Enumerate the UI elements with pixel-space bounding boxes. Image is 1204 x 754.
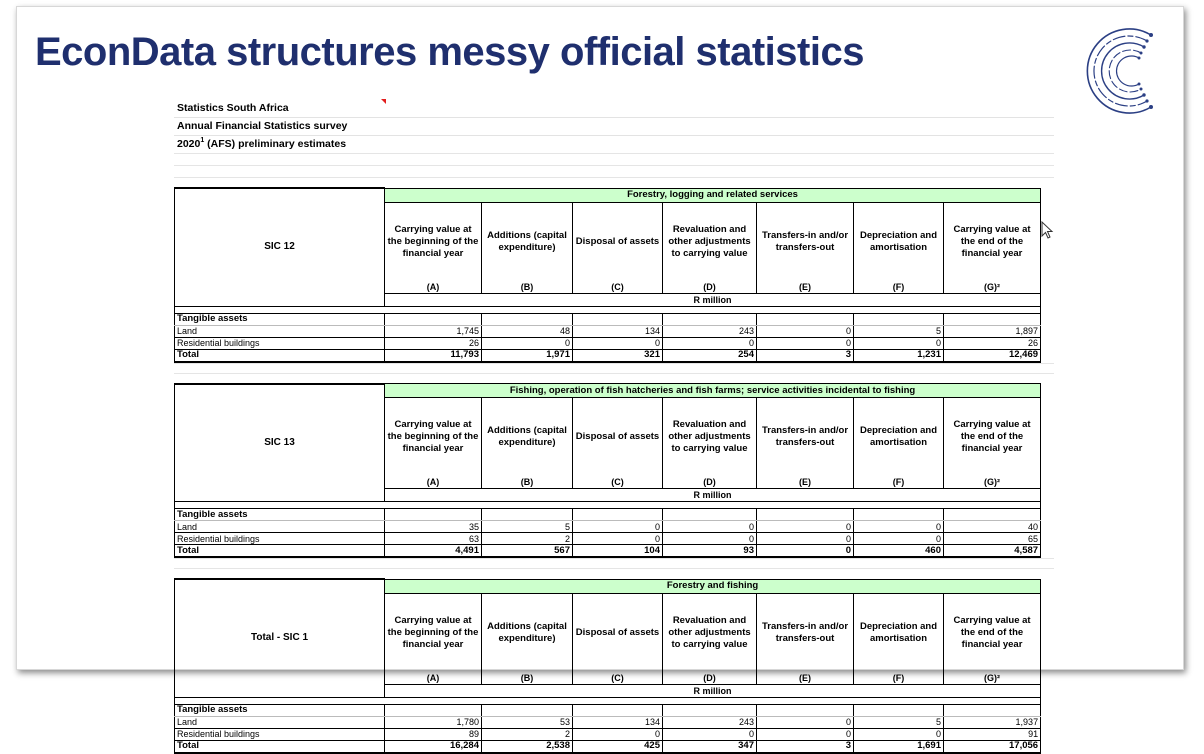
- sheet-source: Statistics South Africa: [174, 100, 1054, 118]
- col-letter: (A): [385, 476, 482, 489]
- col-letter: (D): [663, 281, 757, 294]
- col-letter: (G)²: [944, 476, 1041, 489]
- col-header-d: Revaluation and other adjustments to carrying value: [663, 593, 757, 672]
- col-letter: (G)²: [944, 281, 1041, 294]
- unit-label: R million: [385, 489, 1041, 502]
- spacer-row: [175, 306, 1041, 313]
- col-letter: (B): [482, 281, 573, 294]
- col-header-c: Disposal of assets: [573, 593, 663, 672]
- table-row: Residential buildings 26 0 0 0 0 0 26: [175, 337, 1041, 349]
- col-letter: (F): [854, 281, 944, 294]
- total-row: Total 4,491 567 104 93 0 460 4,587: [175, 545, 1041, 558]
- col-header-g: Carrying value at the end of the financial year: [944, 398, 1041, 477]
- tangible-label: Tangible assets: [175, 313, 385, 325]
- sheet-header: [174, 100, 1054, 153]
- col-letter: (D): [663, 672, 757, 685]
- col-letter: (E): [757, 476, 854, 489]
- col-header-b: Additions (capital expenditure): [482, 202, 573, 281]
- sector-name: Fishing, operation of fish hatcheries and fish farms; service activities incidental to fishing: [385, 384, 1041, 398]
- tangible-row: [175, 509, 1041, 521]
- sheet-survey: Annual Financial Statistics survey: [174, 118, 1054, 136]
- col-letter: (E): [757, 281, 854, 294]
- col-header-d: Revaluation and other adjustments to carrying value: [663, 202, 757, 281]
- sheet-gridlines: [174, 558, 1054, 578]
- col-letter: (C): [573, 281, 663, 294]
- tangible-row: [175, 313, 1041, 325]
- table-row: Residential buildings 63 2 0 0 0 0 65: [175, 533, 1041, 545]
- tangible-label: Tangible assets: [175, 704, 385, 716]
- table-row: Land 1,780 53 134 243 0 5 1,937: [175, 716, 1041, 728]
- col-header-e: Transfers-in and/or transfers-out: [757, 202, 854, 281]
- slide: [16, 6, 1184, 751]
- spacer-row: [175, 697, 1041, 704]
- col-letter: (C): [573, 672, 663, 685]
- table-sic-13: [174, 383, 1041, 559]
- unit-label: R million: [385, 684, 1041, 697]
- col-header-f: Depreciation and amortisation: [854, 202, 944, 281]
- col-header-a: Carrying value at the beginning of the financial year: [385, 202, 482, 281]
- comment-marker-icon: [381, 99, 386, 104]
- col-header-a: Carrying value at the beginning of the financial year: [385, 593, 482, 672]
- col-letter: (B): [482, 476, 573, 489]
- tangible-label: Tangible assets: [175, 509, 385, 521]
- col-header-g: Carrying value at the end of the financial year: [944, 202, 1041, 281]
- col-header-f: Depreciation and amortisation: [854, 593, 944, 672]
- col-header-c: Disposal of assets: [573, 398, 663, 477]
- tangible-row: [175, 704, 1041, 716]
- unit-label: R million: [385, 293, 1041, 306]
- logo-c-icon: [1089, 25, 1169, 117]
- col-header-d: Revaluation and other adjustments to carrying value: [663, 398, 757, 477]
- col-header-e: Transfers-in and/or transfers-out: [757, 398, 854, 477]
- col-letter: (F): [854, 476, 944, 489]
- table-row: Land 1,745 48 134 243 0 5 1,897: [175, 325, 1041, 337]
- sheet-gridlines: [174, 153, 1054, 187]
- table-row: Land 35 5 0 0 0 0 40: [175, 521, 1041, 533]
- sic-code: Total - SIC 1: [175, 579, 385, 697]
- sic-code: SIC 13: [175, 384, 385, 502]
- col-letter: (E): [757, 672, 854, 685]
- col-letter: (D): [663, 476, 757, 489]
- col-letter: (B): [482, 672, 573, 685]
- table-row: Residential buildings 89 2 0 0 0 0 91: [175, 728, 1041, 740]
- slide-title: EconData structures messy official statistics: [35, 30, 864, 74]
- col-letter: (F): [854, 672, 944, 685]
- col-header-e: Transfers-in and/or transfers-out: [757, 593, 854, 672]
- col-header-a: Carrying value at the beginning of the financial year: [385, 398, 482, 477]
- col-header-c: Disposal of assets: [573, 202, 663, 281]
- spreadsheet: [174, 100, 1054, 754]
- sic-code: SIC 12: [175, 188, 385, 306]
- sheet-year-line: 2020$^1$ (AFS) preliminary estimates: [177, 137, 347, 150]
- col-header-g: Carrying value at the end of the financial year: [944, 593, 1041, 672]
- col-header-b: Additions (capital expenditure): [482, 398, 573, 477]
- col-letter: (C): [573, 476, 663, 489]
- col-letter: (A): [385, 281, 482, 294]
- total-row: Total 11,793 1,971 321 254 3 1,231 12,469: [175, 349, 1041, 362]
- col-letter: (A): [385, 672, 482, 685]
- spacer-row: [175, 502, 1041, 509]
- col-header-b: Additions (capital expenditure): [482, 593, 573, 672]
- sector-name: Forestry, logging and related services: [385, 188, 1041, 202]
- total-row: Total 16,284 2,538 425 347 3 1,691 17,056: [175, 740, 1041, 753]
- sector-name: Forestry and fishing: [385, 579, 1041, 593]
- table-sic-12: [174, 187, 1041, 363]
- col-letter: (G)²: [944, 672, 1041, 685]
- table-total-sic-1: [174, 578, 1041, 754]
- col-header-f: Depreciation and amortisation: [854, 398, 944, 477]
- sheet-gridlines: [174, 363, 1054, 383]
